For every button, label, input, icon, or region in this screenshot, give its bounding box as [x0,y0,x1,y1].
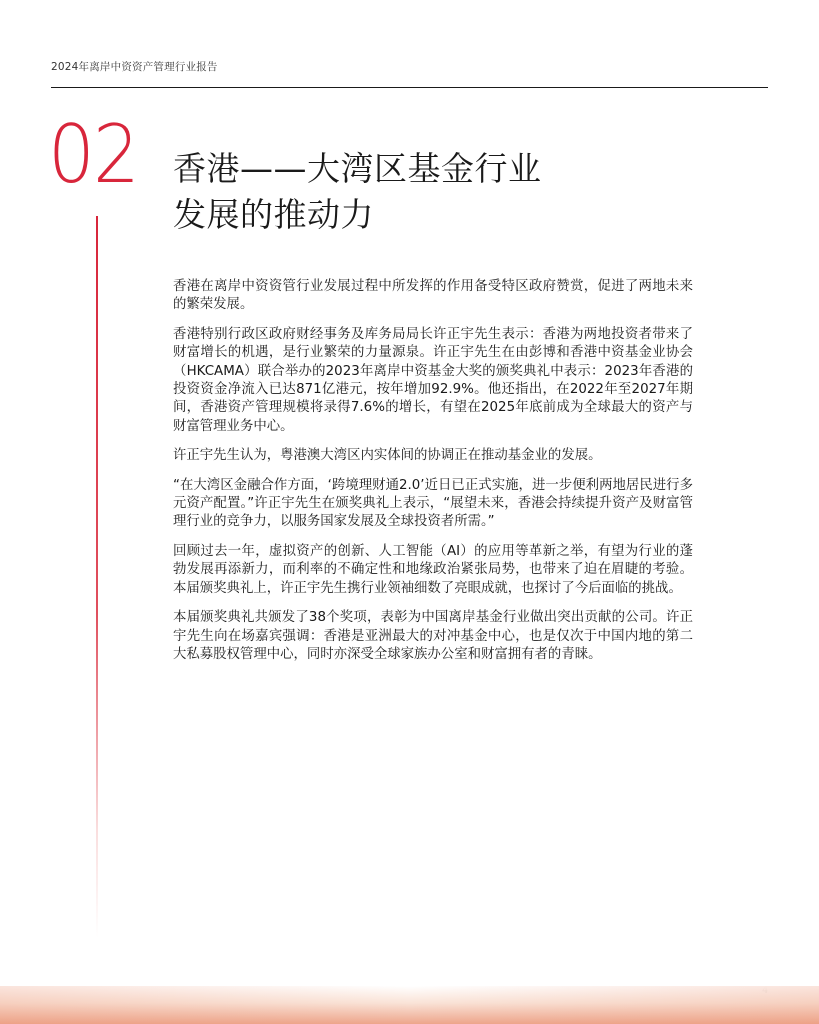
section-title [173,146,733,238]
paragraph-secretary-statement: 香港特别行政区政府财经事务及库务局局长许正宇先生表示：香港为两地投资者带来了财富增长的机遇，是行业繁荣的力量源泉。许正宇先生在由彭博和香港中资基金业协会（HKCAMA）联合举办的2023年离岸中资基金大奖的颁奖典礼中表示：2023年香港的投资资金净流入已达871亿港元，按年增加92.9%。他还指出，在2022年至2027年期间，香港资产管理规模将录得7.6%的增长，有望在2025年底前成为全球最大的资产与财富管理业务中心。 [173,326,693,434]
section-number-text: 02 [48,108,138,201]
accent-vertical-line [96,216,98,938]
section-title-line-1: 香港——大湾区基金行业 [173,149,542,188]
paragraph-gba-coordination: 许正宇先生认为，粤港澳大湾区内实体间的协调正在推动基金业的发展。 [173,448,602,464]
paragraph-intro: 香港在离岸中资资管行业发展过程中所发挥的作用备受特区政府赞赏，促进了两地未来的繁荣发展。 [173,279,693,313]
paragraph-awards: 本届颁奖典礼共颁发了38个奖项，表彰为中国离岸基金行业做出突出贡献的公司。许正宇先生向在场嘉宾强调：香港是亚洲最大的对冲基金中心，也是仅次于中国内地的第二大私募股权管理中心，同时亦深受全球家族办公室和财富拥有者的青睐。 [173,610,693,662]
footer-gradient-band [0,986,819,1024]
header-divider [51,87,768,88]
report-header-title: 2024年离岸中资资产管理行业报告 [51,61,218,73]
section-title-line-2: 发展的推动力 [173,195,374,234]
paragraph-quote: “在大湾区金融合作方面，‘跨境理财通2.0’近日已正式实施，进一步便利两地居民进行多元资产配置。”许正宇先生在颁奖典礼上表示，“展望未来，香港会持续提升资产及财富管理行业的竞争力，以服务国家发展及全球投资者所需。” [173,477,693,530]
section-number [48,110,146,200]
paragraph-review: 回顾过去一年，虚拟资产的创新、人工智能（AI）的应用等革新之举，有望为行业的蓬勃发展再添新力，而利率的不确定性和地缘政治紧张局势，也带来了迫在眉睫的考验。本届颁奖典礼上，许正宇先生携行业领袖细数了亮眼成就，也探讨了今后面临的挑战。 [173,543,693,596]
article-body [173,278,693,675]
